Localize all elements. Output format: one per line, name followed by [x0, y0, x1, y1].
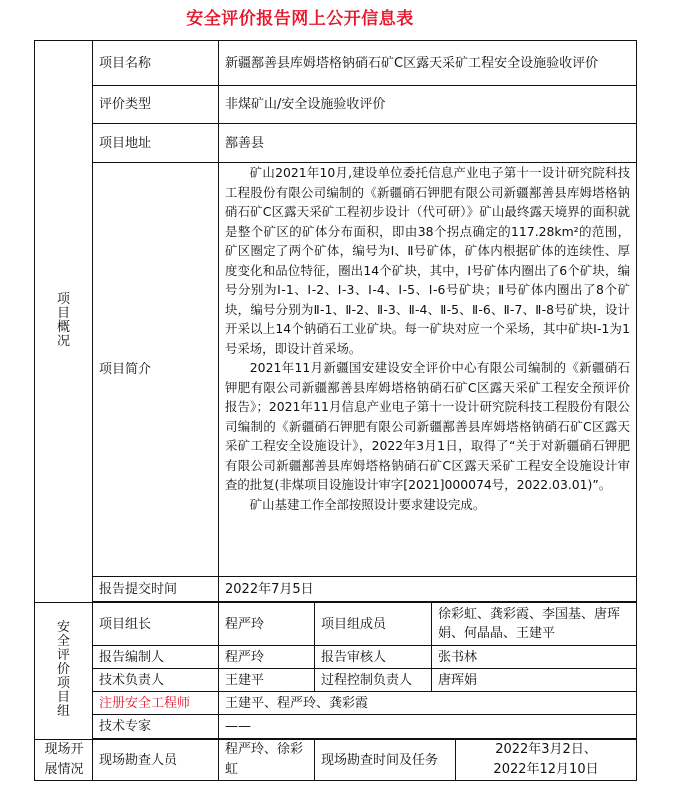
site-staff-value: 程严玲、徐彩虹 [219, 740, 315, 781]
compiler-value: 程严玲 [219, 646, 315, 669]
address-value: 鄯善县 [219, 124, 637, 163]
row-engineers [35, 692, 637, 715]
engineers-label: 注册安全工程师 [93, 692, 219, 715]
leader-label: 项目组长 [93, 603, 219, 646]
row-intro [35, 163, 637, 577]
group-team-label: 安全评价项目组 [56, 620, 70, 719]
intro-paragraph-2: 2021年11月新疆国安建设安全评价中心有限公司编制的《新疆硝石钾肥有限公司新疆鄯善县库姆塔格钠硝石矿C区露天采矿工程安全预评价报告》；2021年11月信息产业电子第十一设计研究院科技工程股份有限公司编制的《新疆硝石钾肥有限公司新疆鄯善县库姆塔格钠硝石矿C区露天采矿工程安全设施设计》，2022年3月1日，取得了“关于对新疆硝石钾肥有限公司新疆鄯善县库姆塔格钠硝石矿C区露天采矿工程安全设施设计审查的批复(非煤项目设施设计审字[2021]000074号，2022.03.01)”。 [225, 360, 631, 492]
group-site [35, 740, 93, 781]
row-compiler [35, 646, 637, 669]
row-tech-lead [35, 669, 637, 692]
eval-type-label: 评价类型 [93, 86, 219, 124]
project-name-label: 项目名称 [93, 41, 219, 86]
row-site [35, 740, 637, 781]
intro-paragraph-3: 矿山基建工作全部按照设计要求建设完成。 [249, 496, 486, 512]
reviewer-label: 报告审核人 [315, 646, 432, 669]
row-address [35, 124, 637, 163]
submit-time-label: 报告提交时间 [93, 577, 219, 602]
group-overview [35, 41, 93, 603]
tech-lead-label: 技术负责人 [93, 669, 219, 692]
process-lead-label: 过程控制负责人 [315, 669, 432, 692]
compiler-label: 报告编制人 [93, 646, 219, 669]
site-time-value [456, 740, 637, 781]
members-label: 项目组成员 [315, 603, 432, 646]
engineers-value: 王建平、程严玲、龚彩霞 [219, 692, 637, 715]
tech-lead-value: 王建平 [219, 669, 315, 692]
group-overview-label: 项目概况 [56, 291, 70, 349]
intro-value [219, 163, 637, 577]
row-eval-type [35, 86, 637, 124]
submit-time-value: 2022年7月5日 [219, 577, 637, 602]
project-name-value: 新疆鄯善县库姆塔格钠硝石矿C区露天采矿工程安全设施验收评价 [219, 41, 637, 86]
group-team [35, 603, 93, 740]
process-lead-value: 唐珲娟 [432, 669, 637, 692]
address-label: 项目地址 [93, 124, 219, 163]
eval-type-value: 非煤矿山/安全设施验收评价 [219, 86, 637, 124]
intro-label: 项目简介 [93, 163, 219, 577]
site-time-line-1: 2022年3月2日、 [495, 742, 597, 757]
site-time-label: 现场勘查时间及任务 [315, 740, 456, 781]
site-staff-label: 现场勘查人员 [93, 740, 219, 781]
row-leader [35, 603, 637, 646]
page-title: 安全评价报告网上公开信息表 [186, 9, 414, 29]
leader-value: 程严玲 [219, 603, 315, 646]
row-submit-time [35, 577, 637, 602]
members-value: 徐彩虹、龚彩霞、李国基、唐珲娟、何晶晶、王建平 [432, 603, 637, 646]
intro-paragraph-1: 矿山2021年10月,建设单位委托信息产业电子第十一设计研究院科技工程股份有限公司编制的《新疆硝石钾肥有限公司新疆鄯善县库姆塔格钠硝石矿C区露天采矿工程初步设计（代可研）》矿山最终露天境界的面积就是整个矿区的矿体分布面积，即由38个拐点确定的117.28km²的范围，矿区圈定了两个矿体，编号为Ⅰ、Ⅱ号矿体，矿体内根据矿体的连续性、厚度变化和品位特征，圈出14个矿块，其中，Ⅰ号矿体内圈出了6个矿块，编号分别为Ⅰ-1、Ⅰ-2、Ⅰ-3、Ⅰ-4、Ⅰ-5、Ⅰ-6号矿块；Ⅱ号矿体内圈出了8个矿块，编号分别为Ⅱ-1、Ⅱ-2、Ⅱ-3、Ⅱ-4、Ⅱ-5、Ⅱ-6、Ⅱ-7、Ⅱ-8号矿块，设计开采以上14个钠硝石工业矿块。每一矿块对应一个采场，其中矿块Ⅰ-1为1号采场，即设计首采场。 [225, 165, 631, 356]
site-time-line-2: 2022年12月10日 [493, 762, 599, 777]
experts-value: —— [219, 715, 637, 739]
reviewer-value: 张书林 [432, 646, 637, 669]
row-project-name [35, 41, 637, 86]
info-table [34, 40, 637, 781]
row-experts [35, 715, 637, 739]
experts-label: 技术专家 [93, 715, 219, 739]
group-site-label: 现场开展情况 [44, 742, 84, 777]
